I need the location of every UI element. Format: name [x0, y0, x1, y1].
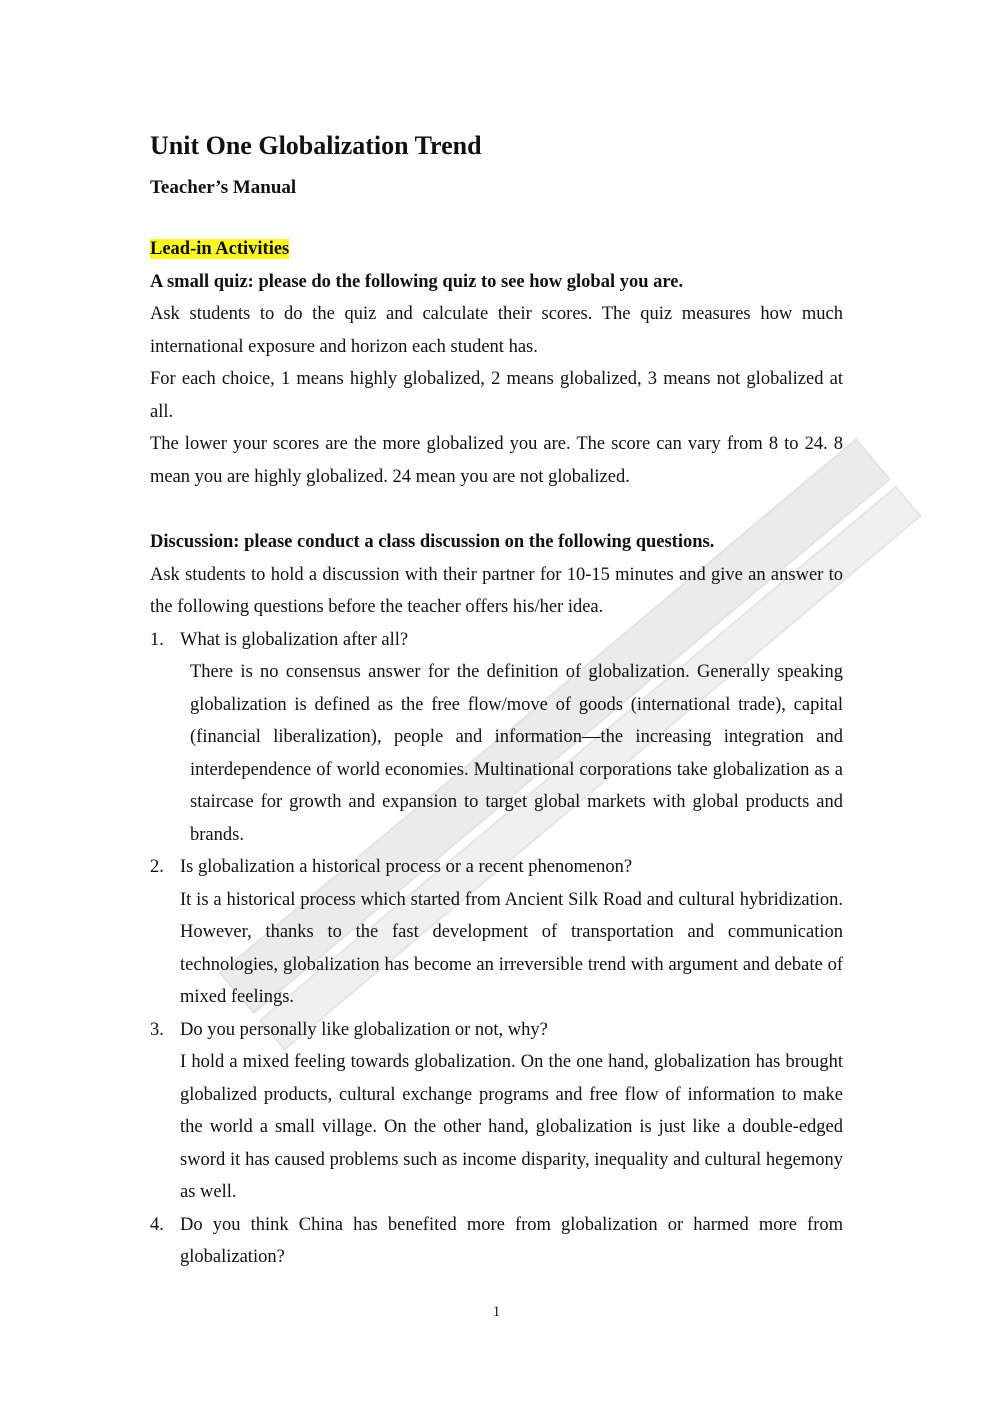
- question-item: [150, 624, 843, 852]
- highlighted-heading-text: Lead-in Activities: [150, 239, 290, 259]
- answer-text: There is no consensus answer for the definition of globalization. Generally speaking globalization is defined as the free flow/move of goods (international trade), capital (financial liberalization), people and information—the increasing integration and interdependence of world economies. Multinational corporations take globalization as a staircase for growth and expansion to target global markets with global products and brands.: [190, 662, 843, 845]
- question-item: [150, 851, 843, 1014]
- lead-in-heading: [150, 233, 843, 266]
- answer-text: It is a historical process which started from Ancient Silk Road and cultural hybridization. However, thanks to the fast development of transportation and communication technologies, globalization has become an irreversible trend with argument and debate of mixed feelings.: [180, 889, 843, 1007]
- question-number: 4.: [150, 1214, 164, 1235]
- question-number: 1.: [150, 629, 164, 650]
- discussion-intro: Ask students to hold a discussion with their partner for 10-15 minutes and give an answer to the following questions before the teacher offers his/her idea.: [150, 564, 843, 617]
- question-number: 3.: [150, 1019, 164, 1040]
- lead-in-paragraph: The lower your scores are the more globalized you are. The score can vary from 8 to 24. 8 mean you are highly globalized. 24 mean you are not globalized.: [150, 434, 843, 487]
- discussion-heading: Discussion: please conduct a class discussion on the following questions.: [150, 532, 715, 552]
- question-text: Do you think China has benefited more from globalization or harmed more from globalization?: [180, 1214, 843, 1267]
- answer-text: I hold a mixed feeling towards globalization. On the one hand, globalization has brought globalized products, cultural exchange programs and free flow of information to make the world a small village. On the other hand, globalization is just like a double-edged sword it has caused problems such as income disparity, inequality and cultural hegemony as well.: [180, 1052, 843, 1202]
- question-item: [150, 1209, 843, 1274]
- lead-in-paragraph: For each choice, 1 means highly globalized, 2 means globalized, 3 means not globalized at all.: [150, 369, 843, 422]
- question-item: [150, 1014, 843, 1209]
- question-text: What is globalization after all?: [180, 629, 409, 650]
- question-number: 2.: [150, 857, 164, 877]
- quiz-heading: A small quiz: please do the following quiz to see how global you are.: [150, 271, 684, 292]
- question-text: Do you personally like globalization or not, why?: [180, 1019, 548, 1040]
- document-subtitle: Teacher’s Manual: [150, 177, 297, 198]
- document-title: Unit One Globalization Trend: [150, 131, 482, 160]
- lead-in-paragraph: Ask students to do the quiz and calculate their scores. The quiz measures how much international exposure and horizon each student has.: [150, 304, 843, 357]
- question-list: [150, 624, 843, 1274]
- question-text: Is globalization a historical process or a recent phenomenon?: [180, 857, 633, 877]
- page-number: 1: [492, 1304, 501, 1320]
- document-content: [150, 128, 843, 1274]
